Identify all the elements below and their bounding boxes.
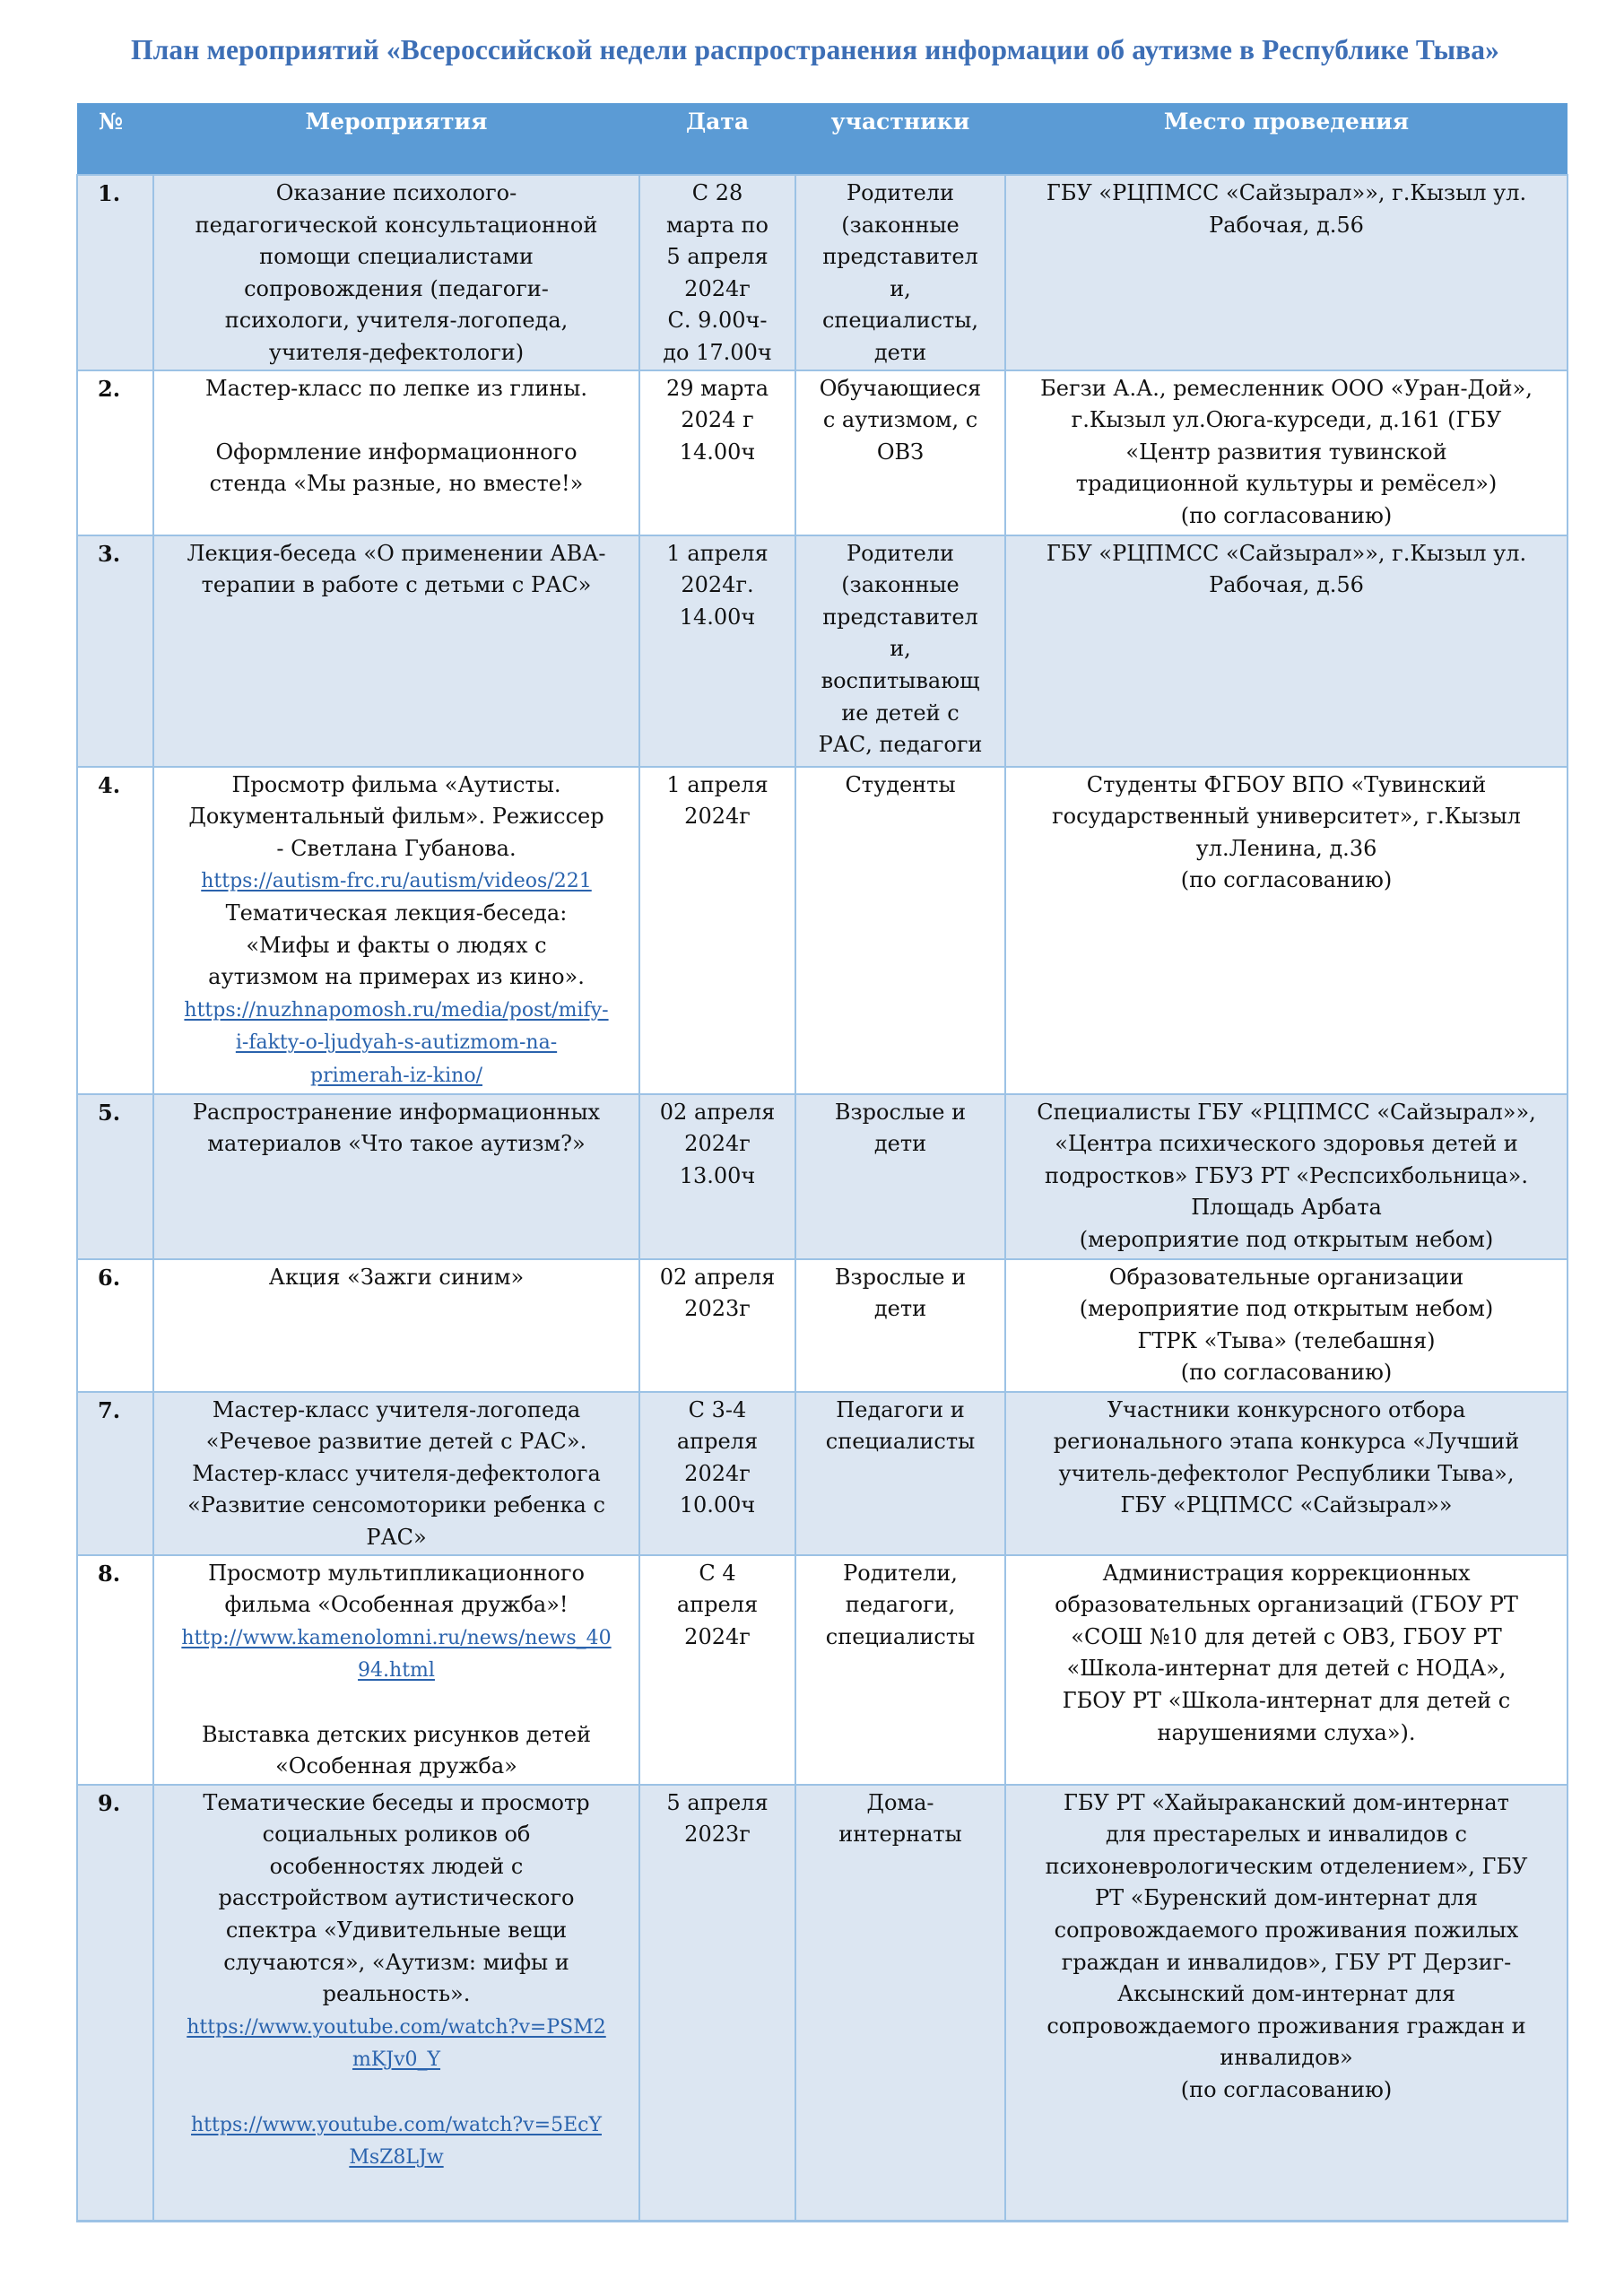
event-text: учителя-дефектологи) (268, 339, 525, 365)
date-text: 2024г. (681, 572, 754, 598)
participants-text: Педагоги и (836, 1396, 965, 1422)
event-cell (153, 1259, 639, 1392)
place-text: Администрация коррекционных (1102, 1560, 1471, 1586)
date-text: 2024г (684, 1623, 751, 1649)
place-text: «Школа-интернат для детей с НОДА», (1066, 1656, 1507, 1682)
event-text: помощи специалистами (259, 244, 534, 270)
participants-text: дети (873, 1296, 927, 1322)
date-text: 13.00ч (679, 1162, 756, 1188)
event-text: особенностях людей с (269, 1853, 524, 1879)
participants-cell (795, 767, 1005, 1094)
participants-text: РАС, педагоги (818, 732, 983, 758)
place-text: (по согласованию) (1180, 1360, 1393, 1386)
date-text: апреля (676, 1592, 759, 1618)
participants-text: и, (890, 636, 911, 662)
participants-text: Студенты (845, 771, 956, 797)
place-text: «Центра психического здоровья детей и (1055, 1131, 1518, 1157)
event-text: Оказание психолого- (275, 180, 517, 205)
event-text: Акция «Зажги синим» (268, 1264, 525, 1290)
date-text: 2024г (684, 275, 751, 301)
event-text: Просмотр фильма «Аутисты. (231, 771, 561, 797)
event-link-line (160, 994, 633, 1027)
event-cell (153, 370, 639, 535)
date-cell (639, 767, 795, 1094)
participants-text: ОВЗ (876, 439, 925, 465)
event-link[interactable]: https://nuzhnapomosh.ru/media/post/mify- (184, 998, 609, 1022)
place-cell (1005, 1392, 1568, 1555)
event-cell (153, 767, 639, 1094)
event-link[interactable]: i-fakty-o-ljudyah-s-autizmom-na- (235, 1031, 558, 1055)
date-text: 29 марта (665, 375, 769, 401)
date-text: марта по (666, 212, 769, 238)
event-text: Мастер-класс по лепке из глины. (205, 375, 587, 401)
table-row (77, 370, 1568, 535)
place-text: для престарелых и инвалидов с (1106, 1822, 1467, 1848)
participants-text: и, (890, 275, 911, 301)
event-link[interactable]: 94.html (358, 1659, 435, 1683)
event-text: Тематические беседы и просмотр (203, 1789, 590, 1815)
date-text: 10.00ч (679, 1492, 756, 1518)
event-text: «Особенная дружба» (275, 1753, 517, 1779)
place-text: ГБУ «РЦПМСС «Сайзырал»», г.Кызыл ул. (1046, 540, 1527, 566)
event-text: Мастер-класс учителя-дефектолога (192, 1460, 601, 1486)
events-table (76, 103, 1568, 2222)
date-text: 2024г (684, 1131, 751, 1157)
event-link-line (160, 2043, 633, 2076)
participants-text: ие детей с (841, 700, 960, 726)
place-text: Специалисты ГБУ «РЦПМСС «Сайзырал»», (1037, 1099, 1536, 1125)
event-text: сопровождения (педагоги- (244, 275, 549, 301)
table-row (77, 1785, 1568, 2222)
place-text: государственный университет», г.Кызыл (1052, 804, 1521, 830)
place-text: инвалидов» (1220, 2045, 1353, 2071)
participants-cell (795, 1094, 1005, 1259)
participants-text: с аутизмом, с (822, 407, 978, 433)
date-cell (639, 1785, 795, 2222)
event-text: стенда «Мы разные, но вместе!» (209, 471, 584, 497)
date-cell (639, 1555, 795, 1785)
place-text: Площадь Арбата (1191, 1195, 1382, 1221)
date-text: 02 апреля (659, 1099, 776, 1125)
table-header-row (77, 103, 1568, 175)
table-row (77, 1392, 1568, 1555)
place-text: Рабочая, д.56 (1209, 572, 1364, 598)
event-text: педагогической консультационной (195, 212, 598, 238)
participants-text: Взрослые и (834, 1099, 967, 1125)
participants-text: (законные (841, 212, 960, 238)
event-text: фильма «Особенная дружба»! (224, 1592, 569, 1618)
date-text: 5 апреля (666, 244, 769, 270)
place-text: г.Кызыл ул.Оюга-курседи, д.161 (ГБУ (1071, 407, 1502, 433)
participants-cell (795, 1259, 1005, 1392)
place-text: ГБУ «РЦПМСС «Сайзырал»» (1120, 1492, 1453, 1518)
participants-text: педагоги, (845, 1592, 956, 1618)
event-link-line (160, 865, 633, 898)
event-text: Оформление информационного (215, 439, 578, 465)
event-text: расстройством аутистического (218, 1885, 575, 1911)
event-link[interactable]: mKJv0_Y (352, 2048, 441, 2072)
date-cell (639, 370, 795, 535)
event-link-line (160, 2109, 633, 2142)
place-text: «Центр развития тувинской (1125, 439, 1447, 465)
event-text: «Речевое развитие детей с РАС». (205, 1429, 587, 1455)
participants-text: Взрослые и (834, 1264, 967, 1290)
table-row (77, 767, 1568, 1094)
place-text: граждан и инвалидов», ГБУ РТ Дерзиг- (1061, 1949, 1512, 1975)
participants-text: Дома- (866, 1789, 934, 1815)
participants-text: Родители, (843, 1560, 958, 1586)
header-participants: участники (795, 103, 1005, 175)
header-date: Дата (639, 103, 795, 175)
place-text: Бегзи А.А., ремесленник ООО «Уран-Дой», (1040, 375, 1533, 401)
participants-text: Обучающиеся (819, 375, 982, 401)
place-text: учитель-дефектолог Республики Тыва», (1058, 1460, 1515, 1486)
date-cell (639, 1259, 795, 1392)
event-text: Распространение информационных (192, 1099, 601, 1125)
date-cell (639, 1392, 795, 1555)
event-text: спектра «Удивительные вещи (225, 1917, 568, 1943)
document-title: План мероприятий «Всероссийской недели распространения информации об аутизме в Республике Тыва» (131, 34, 1499, 65)
place-cell (1005, 1094, 1568, 1259)
event-cell (153, 175, 639, 370)
place-cell (1005, 1785, 1568, 2222)
date-text: 2023г (684, 1296, 751, 1322)
event-link-line (160, 2141, 633, 2174)
participants-text: представител (822, 604, 978, 630)
row-number: 5. (77, 1094, 153, 1259)
participants-text: дети (873, 339, 927, 365)
date-cell (639, 535, 795, 767)
place-text: подростков» ГБУЗ РТ «Респсихбольница». (1045, 1162, 1528, 1188)
date-text: 2023г (684, 1822, 751, 1848)
place-text: ул.Ленина, д.36 (1195, 835, 1377, 861)
participants-text: Родители (846, 180, 955, 205)
date-text: 02 апреля (659, 1264, 776, 1290)
row-number: 2. (77, 370, 153, 535)
place-text: (по согласованию) (1180, 502, 1393, 528)
event-text: случаются», «Аутизм: мифы и (223, 1949, 569, 1975)
place-text: сопровождаемого проживания пожилых (1054, 1917, 1519, 1943)
participants-text: специалисты, (821, 308, 979, 334)
event-link[interactable]: https://autism-frc.ru/autism/videos/221 (201, 870, 592, 893)
blank-line (160, 404, 633, 437)
event-text: «Мифы и факты о людях с (246, 932, 547, 958)
place-text: «СОШ №10 для детей с ОВЗ, ГБОУ РТ (1071, 1623, 1502, 1649)
row-number: 7. (77, 1392, 153, 1555)
place-text: психоневрологическим отделением», ГБУ (1045, 1853, 1528, 1879)
participants-cell (795, 1392, 1005, 1555)
participants-cell (795, 535, 1005, 767)
place-cell (1005, 1259, 1568, 1392)
event-link-line (160, 1026, 633, 1059)
event-text: терапии в работе с детьми с РАС» (201, 572, 592, 598)
event-cell (153, 1785, 639, 2222)
participants-text: Родители (846, 540, 955, 566)
participants-cell (795, 370, 1005, 535)
date-text: С. 9.00ч- (667, 308, 768, 334)
table-row (77, 1094, 1568, 1259)
row-number: 1. (77, 175, 153, 370)
place-text: ГБУ «РЦПМСС «Сайзырал»», г.Кызыл ул. (1046, 180, 1527, 205)
participants-text: интернаты (838, 1822, 962, 1848)
participants-text: специалисты (825, 1429, 976, 1455)
place-text: нарушениями слуха»). (1157, 1719, 1416, 1745)
place-cell (1005, 175, 1568, 370)
row-number: 8. (77, 1555, 153, 1785)
date-text: до 17.00ч (663, 339, 772, 365)
place-text: традиционной культуры и ремёсел») (1075, 471, 1498, 497)
header-events: Мероприятия (153, 103, 639, 175)
table-row (77, 1259, 1568, 1392)
participants-text: (законные (841, 572, 960, 598)
place-text: (мероприятие под открытым небом) (1079, 1296, 1494, 1322)
date-text: 2024 г (681, 407, 754, 433)
date-text: 2024г (684, 804, 751, 830)
event-text: Документальный фильм». Режиссер (188, 804, 604, 830)
header-place: Место проведения (1005, 103, 1568, 175)
place-text: сопровождаемого проживания граждан и (1046, 2013, 1526, 2039)
date-text: 1 апреля (666, 540, 769, 566)
event-link-line (160, 1654, 633, 1687)
event-cell (153, 1094, 639, 1259)
place-text: регионального этапа конкурса «Лучший (1053, 1429, 1520, 1455)
participants-text: воспитывающ (821, 667, 980, 693)
place-cell (1005, 1555, 1568, 1785)
event-text: Тематическая лекция-беседа: (225, 900, 568, 926)
event-link-line (160, 1059, 633, 1092)
event-text: - Светлана Губанова. (276, 835, 517, 861)
event-text: реальность». (322, 1981, 471, 2007)
event-text: Лекция-беседа «О применении АВА- (187, 540, 606, 566)
place-cell (1005, 535, 1568, 767)
event-text: социальных роликов об (262, 1822, 531, 1848)
place-text: ГТРК «Тыва» (телебашня) (1137, 1327, 1436, 1353)
place-text: ГБУ РТ «Хайыраканский дом-интернат (1064, 1789, 1509, 1815)
participants-text: представител (822, 244, 978, 270)
date-cell (639, 1094, 795, 1259)
event-link[interactable]: http://www.kamenolomni.ru/news/news_40 (181, 1626, 612, 1649)
date-text: С 4 (699, 1560, 736, 1586)
event-cell (153, 1392, 639, 1555)
table-row (77, 535, 1568, 767)
place-text: (мероприятие под открытым небом) (1079, 1226, 1494, 1252)
date-text: апреля (676, 1429, 759, 1455)
date-cell (639, 175, 795, 370)
participants-text: дети (873, 1131, 927, 1157)
event-cell (153, 535, 639, 767)
date-text: 1 апреля (666, 771, 769, 797)
date-text: 14.00ч (679, 439, 756, 465)
place-text: Аксынский дом-интернат для (1117, 1981, 1455, 2007)
event-link[interactable]: primerah-iz-kino/ (309, 1064, 482, 1087)
blank-line (160, 2076, 633, 2109)
event-link[interactable]: MsZ8LJw (349, 2146, 444, 2170)
blank-line (160, 1687, 633, 1719)
event-text: Выставка детских рисунков детей (201, 1721, 592, 1747)
event-cell (153, 1555, 639, 1785)
event-text: аутизмом на примерах из кино». (208, 964, 585, 990)
event-link[interactable]: https://www.youtube.com/watch?v=5EcY (191, 2113, 602, 2136)
place-text: (по согласованию) (1180, 2076, 1393, 2102)
event-text: Мастер-класс учителя-логопеда (212, 1396, 581, 1422)
header-number: № (77, 103, 153, 175)
date-text: 5 апреля (666, 1789, 769, 1815)
participants-cell (795, 1555, 1005, 1785)
row-number: 3. (77, 535, 153, 767)
event-link-line (160, 1622, 633, 1655)
event-link[interactable]: https://www.youtube.com/watch?v=PSM2 (187, 2015, 606, 2039)
event-text: психологи, учителя-логопеда, (224, 308, 569, 334)
row-number: 4. (77, 767, 153, 1094)
place-text: Участники конкурсного отбора (1107, 1396, 1466, 1422)
place-text: Рабочая, д.56 (1209, 212, 1364, 238)
table-row (77, 1555, 1568, 1785)
event-text: «Развитие сенсомоторики ребенка с (187, 1492, 605, 1518)
participants-text: специалисты (825, 1623, 976, 1649)
date-text: 2024г (684, 1460, 751, 1486)
place-text: ГБОУ РТ «Школа-интернат для детей с (1062, 1687, 1511, 1713)
date-text: С 28 (691, 180, 743, 205)
row-number: 9. (77, 1785, 153, 2222)
participants-cell (795, 1785, 1005, 2222)
row-number: 6. (77, 1259, 153, 1392)
table-row (77, 175, 1568, 370)
event-text: Просмотр мультипликационного (208, 1560, 585, 1586)
event-text: материалов «Что такое аутизм?» (207, 1131, 586, 1157)
place-text: Студенты ФГБОУ ВПО «Тувинский (1086, 771, 1487, 797)
table-body (77, 175, 1568, 2221)
date-text: С 3-4 (688, 1396, 747, 1422)
event-text: РАС» (366, 1524, 427, 1550)
participants-cell (795, 175, 1005, 370)
place-cell (1005, 370, 1568, 535)
place-text: (по согласованию) (1180, 867, 1393, 893)
event-link-line (160, 2011, 633, 2044)
place-text: РТ «Буренский дом-интернат для (1094, 1885, 1479, 1911)
place-text: Образовательные организации (1108, 1264, 1464, 1290)
place-text: образовательных организаций (ГБОУ РТ (1055, 1592, 1518, 1618)
place-cell (1005, 767, 1568, 1094)
date-text: 14.00ч (679, 604, 756, 630)
